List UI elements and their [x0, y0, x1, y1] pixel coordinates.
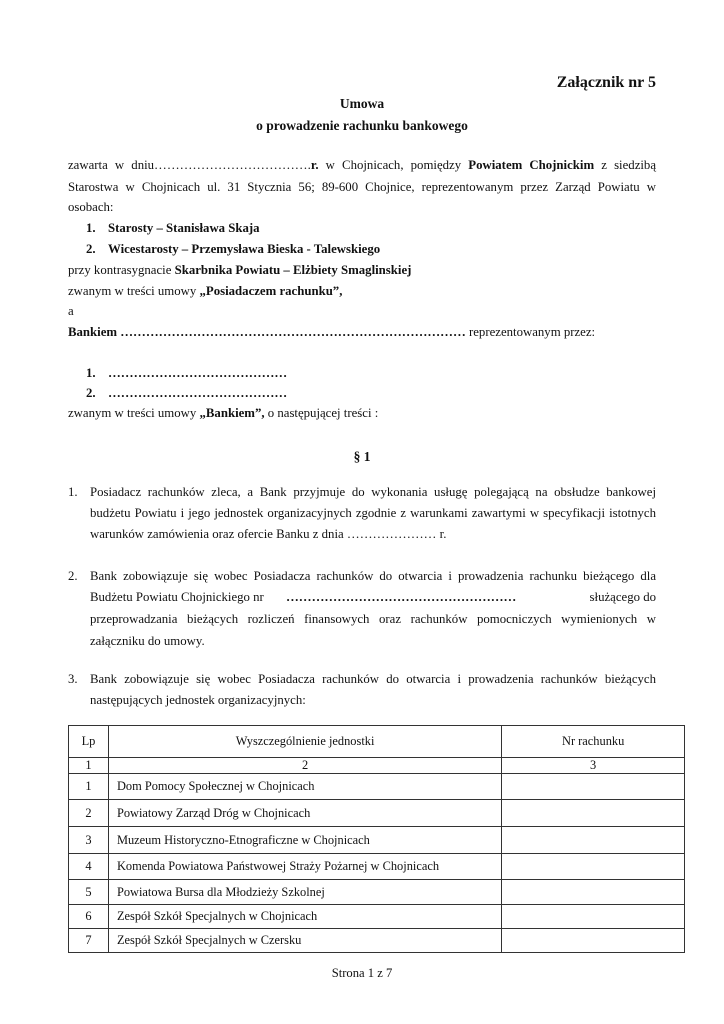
- bankrep1-placeholder: ……………………………………: [108, 366, 288, 380]
- row-lp: 3: [69, 827, 109, 854]
- row-lp: 5: [69, 880, 109, 905]
- table-row: [69, 854, 685, 880]
- table-row: [69, 905, 685, 929]
- bankrep1-number: 1.: [86, 366, 96, 380]
- p3-line-2: następujących jednostek organizacyjnych:: [90, 693, 306, 707]
- row-unit-name: Powiatowa Bursa dla Młodzieży Szkolnej: [108, 880, 501, 905]
- units-table: [68, 725, 685, 953]
- row-account: [502, 774, 685, 800]
- p1-number: 1.: [68, 485, 78, 499]
- row-account: [502, 800, 685, 827]
- row-lp: 6: [69, 905, 109, 929]
- p3-number: 3.: [68, 672, 78, 686]
- row-unit-name: Komenda Powiatowa Państwowej Straży Pożarnej w Chojnicach: [108, 854, 501, 880]
- header-account: Nr rachunku: [502, 726, 685, 758]
- row-unit-name: Zespół Szkół Specjalnych w Czersku: [108, 929, 501, 953]
- section-heading: § 1: [353, 449, 371, 464]
- table-row: [69, 800, 685, 827]
- table-row: [69, 929, 685, 953]
- bankrep2-placeholder: ……………………………………: [108, 386, 288, 400]
- and-line: a: [68, 304, 74, 318]
- table-row: [69, 827, 685, 854]
- row-account: [502, 880, 685, 905]
- p2-line-1: Bank zobowiązuje się wobec Posiadacza rachunków do otwarcia i prowadzenia rachunku bieżącego dla: [90, 569, 656, 583]
- p2-line-3: przeprowadzania bieżących rozliczeń finansowych oraz rachunków pomocniczych wymienionych w: [90, 612, 656, 626]
- numbering-cell: 3: [502, 758, 685, 774]
- rep2-name: Wicestarosty – Przemysława Bieska - Talewskiego: [108, 242, 381, 256]
- rep2-number: 2.: [86, 242, 96, 256]
- named-holder-line: zwanym w treści umowy „Posiadaczem rachunku”,: [68, 284, 343, 298]
- row-lp: 7: [69, 929, 109, 953]
- intro-line-1: zawarta w dniu……………………………….r. w Chojnicach, pomiędzy Powiatem Chojnickim z siedzibą: [68, 158, 657, 172]
- header-lp: Lp: [69, 726, 109, 758]
- p2-line-4: załączniku do umowy.: [90, 634, 205, 648]
- table-row: [69, 774, 685, 800]
- row-unit-name: Muzeum Historyczno-Etnograficzne w Chojnicach: [108, 827, 501, 854]
- countersign-line: przy kontrasygnacie Skarbnika Powiatu – Elżbiety Smaglinskiej: [68, 263, 412, 277]
- row-account: [502, 905, 685, 929]
- row-lp: 4: [69, 854, 109, 880]
- p1-line-1: Posiadacz rachunków zleca, a Bank przyjmuje do wykonania usługę polegającą na obsłudze bankowej: [90, 485, 656, 499]
- row-account: [502, 827, 685, 854]
- row-unit-name: Dom Pomocy Społecznej w Chojnicach: [108, 774, 501, 800]
- intro-line-3: osobach:: [68, 200, 114, 214]
- table-header-row: [69, 726, 685, 758]
- row-unit-name: Zespół Szkół Specjalnych w Chojnicach: [108, 905, 501, 929]
- document-title: Umowa: [339, 96, 385, 111]
- row-account: [502, 929, 685, 953]
- named-bank-line: zwanym w treści umowy „Bankiem”, o następującej treści :: [68, 406, 379, 420]
- page-number: Strona 1 z 7: [331, 966, 393, 980]
- row-account: [502, 854, 685, 880]
- bankrep2-number: 2.: [86, 386, 96, 400]
- p1-line-3: warunków zamówienia oraz ofercie Banku z dnia ………………… r.: [90, 527, 447, 541]
- p2-line-2a: Budżetu Powiatu Chojnickiego nr: [90, 590, 264, 604]
- p1-line-2: budżetu Powiatu i jego jednostek organizacyjnych zgodnie z warunkami zawartymi w specyfikacji istotnych: [90, 506, 656, 520]
- table-numbering-row: [69, 758, 685, 774]
- rep1-number: 1.: [86, 221, 96, 235]
- numbering-cell: 2: [108, 758, 501, 774]
- row-lp: 1: [69, 774, 109, 800]
- numbering-cell: 1: [69, 758, 109, 774]
- document-subtitle: o prowadzenie rachunku bankowego: [256, 118, 468, 133]
- bank-line: Bankiem ……………………………………………………………………… reprezentowanym przez:: [68, 325, 596, 339]
- row-lp: 2: [69, 800, 109, 827]
- table-row: [69, 880, 685, 905]
- p2-number: 2.: [68, 569, 78, 583]
- p2-account-placeholder: ………………………………………………: [286, 590, 517, 604]
- p2-line-2c: służącego do: [589, 590, 656, 604]
- row-unit-name: Powiatowy Zarząd Dróg w Chojnicach: [108, 800, 501, 827]
- header-unit-name: Wyszczególnienie jednostki: [108, 726, 501, 758]
- annex-label: Załącznik nr 5: [556, 74, 656, 91]
- intro-line-2: Starostwa w Chojnicach ul. 31 Stycznia 56; 89-600 Chojnice, reprezentowanym przez Zarząd Powiatu w: [68, 180, 656, 194]
- p3-line-1: Bank zobowiązuje się wobec Posiadacza rachunków do otwarcia i prowadzenia rachunków bieżących: [90, 672, 656, 686]
- rep1-name: Starosty – Stanisława Skaja: [108, 221, 260, 235]
